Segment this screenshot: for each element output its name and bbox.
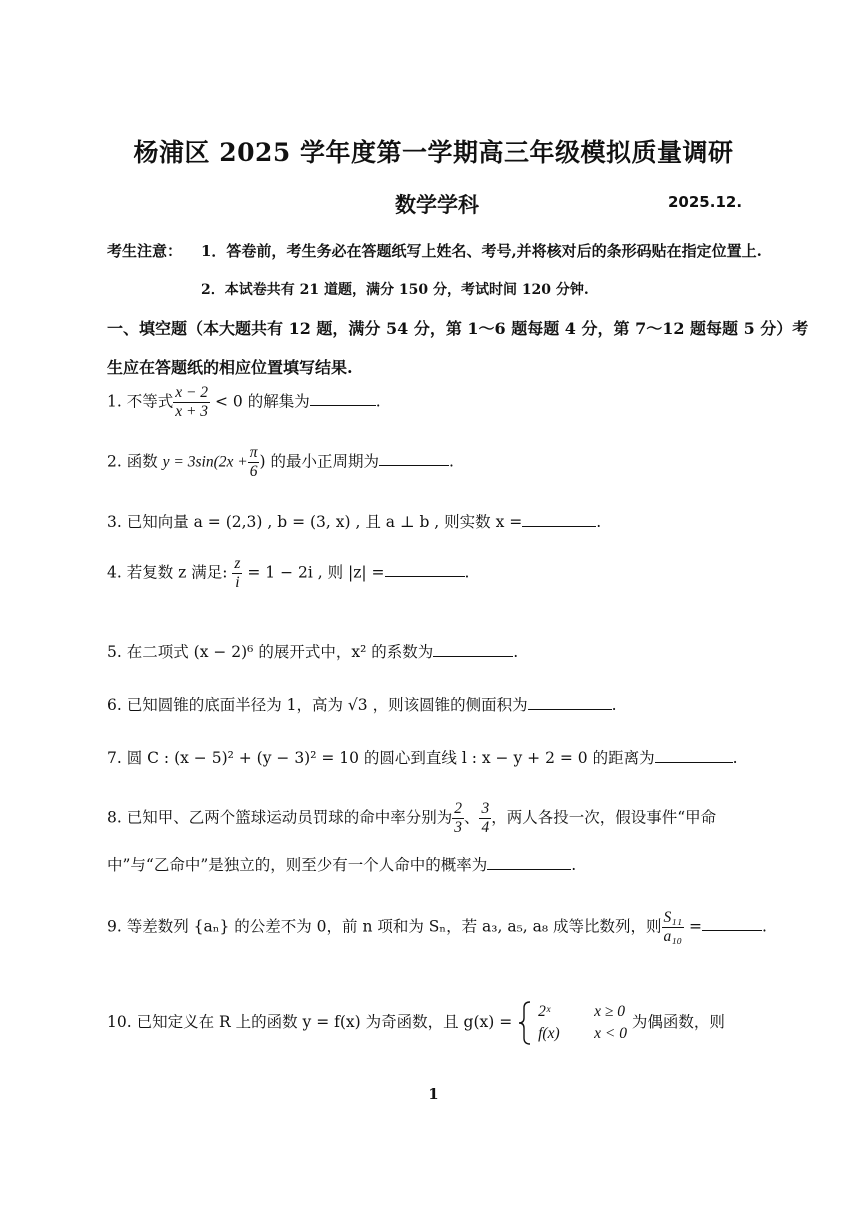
section-heading: 一、填空题（本大题共有 12 题，满分 54 分，第 1～6 题每题 4 分，第 7～12 题每题 5 分）考: [107, 319, 809, 338]
q2-denominator: 6: [249, 462, 258, 480]
q10-piecewise: [517, 1000, 627, 1046]
q4-answer-blank[interactable]: [385, 562, 465, 577]
q2-fraction: [248, 444, 260, 481]
q9-end: .: [762, 917, 767, 936]
question-8-cont: [107, 853, 576, 875]
q2-answer-blank[interactable]: [379, 451, 449, 466]
q4-denominator: i: [235, 573, 240, 591]
q6-text: 6. 已知圆锥的底面半径为 1，高为 √3 ，则该圆锥的侧面积为: [107, 696, 528, 714]
q10-prefix: 10. 已知定义在 R 上的函数 y = f(x) 为奇函数，且 g(x) =: [107, 1013, 513, 1031]
q10-case1-cond: x ≥ 0: [594, 1003, 625, 1020]
section-heading-cont: 生应在答题纸的相应位置填写结果.: [107, 358, 353, 377]
question-10: [107, 1000, 725, 1046]
q9-denominator: a₁₀: [663, 927, 683, 945]
q6-answer-blank[interactable]: [528, 695, 612, 710]
q7-end: .: [732, 749, 738, 767]
q9-middle: =: [684, 917, 702, 936]
q8-separator: 、: [463, 808, 480, 827]
q3-answer-blank[interactable]: [522, 512, 596, 527]
q8-fraction-1: [452, 800, 464, 837]
q4-prefix: 4. 若复数 z 满足:: [107, 563, 233, 582]
q8-f1-numerator: 2: [454, 800, 462, 817]
subject-label: 数学学科: [395, 192, 479, 217]
q1-middle: < 0 的解集为: [210, 392, 310, 411]
q9-prefix: 9. 等差数列 {aₙ} 的公差不为 0，前 n 项和为 Sₙ，若 a₃, a₅, a₈ 成等比数列，则: [107, 917, 662, 936]
q8-f2-numerator: 3: [481, 800, 490, 817]
q2-end: .: [448, 452, 454, 471]
q7-answer-blank[interactable]: [655, 748, 733, 763]
q8-f1-denominator: 3: [454, 818, 462, 836]
q2-prefix: 2. 函数: [107, 452, 163, 471]
q3-end: .: [596, 513, 602, 531]
q8-answer-blank[interactable]: [487, 855, 571, 870]
q7-text: 7. 圆 C : (x − 5)² + (y − 3)² = 10 的圆心到直线 l : x − y + 2 = 0 的距离为: [107, 749, 655, 767]
question-5: [107, 640, 518, 662]
q2-expression: y = 3sin(2x +: [162, 453, 248, 471]
q9-numerator: S₁₁: [663, 909, 683, 926]
q2-middle: ) 的最小正周期为: [259, 452, 379, 471]
exam-date: 2025.12.: [668, 193, 743, 211]
question-2: [107, 444, 454, 481]
q6-end: .: [611, 696, 617, 714]
notice-item-2: 2．本试卷共有 21 道题，满分 150 分，考试时间 120 分钟.: [201, 282, 589, 298]
q10-case2-value: f(x): [538, 1025, 560, 1042]
q1-end: .: [375, 392, 381, 411]
q4-end: .: [464, 563, 470, 582]
q8-f2-denominator: 4: [481, 818, 490, 836]
q5-end: .: [513, 643, 519, 661]
question-6: [107, 693, 617, 715]
question-8: [107, 800, 716, 837]
q4-fraction: [232, 555, 242, 592]
brace-icon: [517, 1000, 533, 1046]
q1-prefix: 1. 不等式: [107, 392, 174, 411]
q8-fraction-2: [479, 800, 491, 837]
question-7: [107, 746, 738, 768]
q9-fraction: [662, 909, 685, 946]
question-4: [107, 555, 469, 592]
q8-middle: ，两人各投一次，假设事件“甲命: [491, 808, 717, 827]
question-1: [107, 384, 381, 421]
notice-label: 考生注意：: [107, 242, 183, 260]
page-number: 1: [428, 1085, 439, 1103]
q9-answer-blank[interactable]: [702, 916, 762, 931]
q1-answer-blank[interactable]: [310, 391, 376, 406]
q8-line2: 中”与“乙命中”是独立的，则至少有一个人命中的概率为: [107, 856, 488, 874]
question-3: [107, 510, 601, 532]
q1-fraction: [173, 384, 210, 421]
q8-end: .: [571, 856, 577, 874]
q5-text: 5. 在二项式 (x − 2)⁶ 的展开式中，x² 的系数为: [107, 643, 434, 661]
q1-numerator: x − 2: [175, 384, 209, 401]
q2-numerator: π: [249, 444, 258, 461]
question-9: [107, 909, 767, 946]
notice-item-1: 1．答卷前，考生务必在答题纸写上姓名、考号,并将核对后的条形码贴在指定位置上.: [201, 242, 762, 260]
q4-numerator: z: [234, 555, 241, 572]
q8-prefix: 8. 已知甲、乙两个篮球运动员罚球的命中率分别为: [107, 808, 453, 827]
q4-middle: = 1 − 2i , 则 |z| =: [242, 563, 385, 582]
q10-case1-value: 2ˣ: [538, 1003, 551, 1020]
q10-end: 为偶函数，则: [631, 1013, 725, 1031]
q3-text: 3. 已知向量 a = (2,3) , b = (3, x) , 且 a ⊥ b , 则实数 x =: [107, 513, 523, 531]
q5-answer-blank[interactable]: [433, 642, 513, 657]
q1-denominator: x + 3: [175, 402, 209, 420]
exam-title: 杨浦区 2025 学年度第一学期高三年级模拟质量调研: [133, 138, 734, 167]
q10-case2-cond: x < 0: [594, 1025, 627, 1042]
